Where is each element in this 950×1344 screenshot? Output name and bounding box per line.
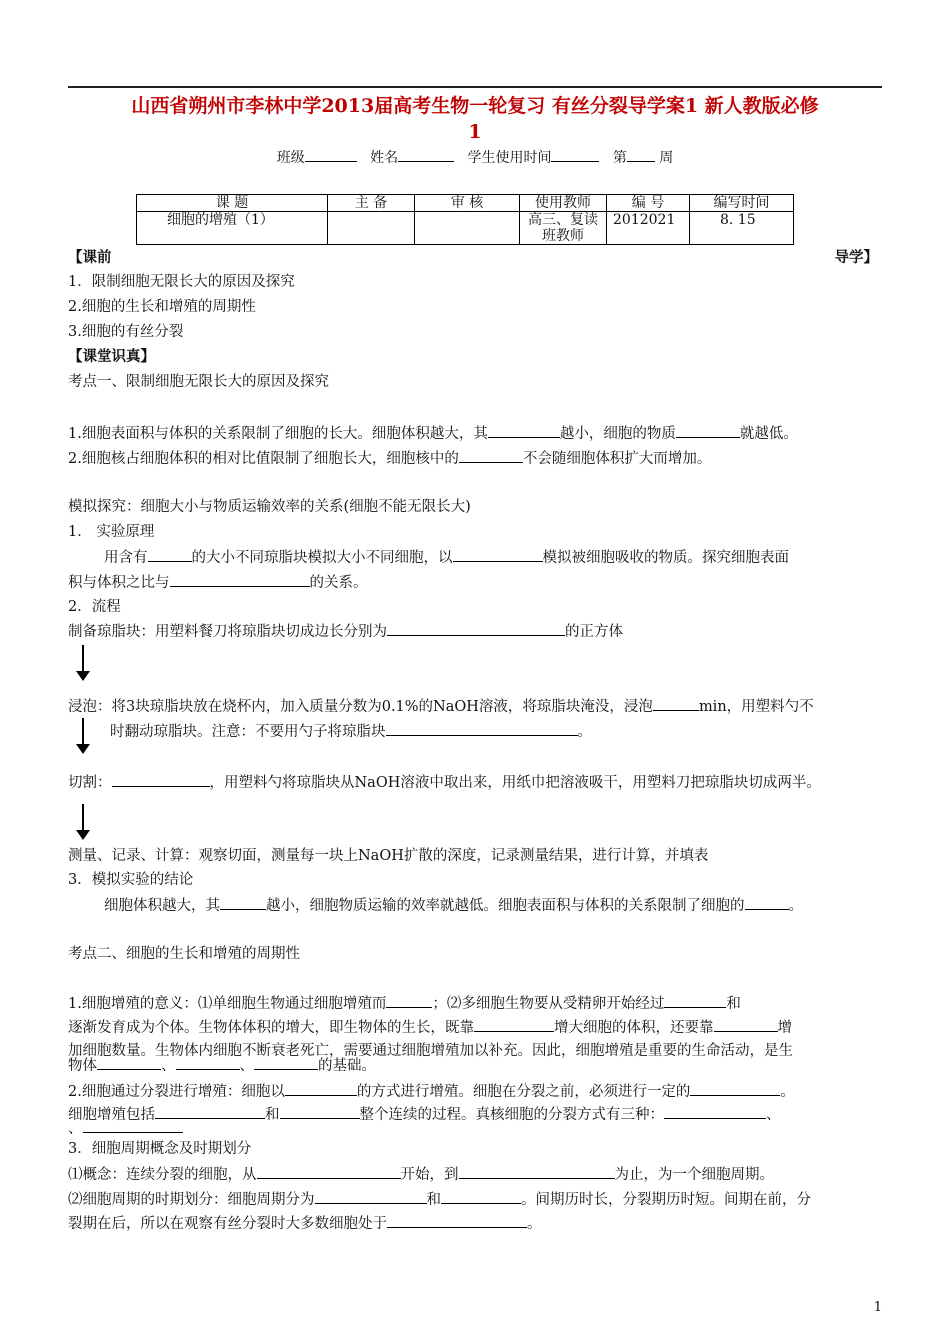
- blank[interactable]: [676, 423, 740, 438]
- exp3-line: 细胞体积越大，其 越小，细胞物质运输的效率就越低。细胞表面积与体积的关系限制了细胞的 。: [104, 895, 803, 916]
- td-reviewer: [415, 212, 520, 245]
- kp2-line-2: 逐渐发育成为个体。生物体体积的增大，即生物体的生长，既靠 增大细胞的体积，还要靠 增: [68, 1017, 792, 1038]
- exp1-line-1: 用含有 的大小不同琼脂块模拟大小不同细胞，以 模拟被细胞吸收的物质。探究细胞表面: [104, 547, 789, 568]
- blank[interactable]: [220, 895, 266, 910]
- step-3: 切割： ，用塑料勺将琼脂块从NaOH溶液中取出来，用纸巾把溶液吸干，用塑料刀把琼脂块切成两半。: [68, 772, 821, 793]
- exp1-heading: 1． 实验原理: [68, 524, 155, 540]
- kp2-heading: 考点二、细胞的生长和增殖的周期性: [68, 946, 300, 962]
- kp1-line-2: 2.细胞核占细胞体积的相对比值限制了细胞长大，细胞核中的 不会随细胞体积扩大而增加。: [68, 448, 711, 469]
- name-blank[interactable]: [398, 147, 454, 162]
- table-header-row: [137, 195, 794, 212]
- blank[interactable]: [387, 1213, 527, 1228]
- kp1-line-1: 1.细胞表面积与体积的关系限制了细胞的长大。细胞体积越大，其 越小，细胞的物质 就越低。: [68, 423, 798, 444]
- kp2-line-4: 物体 、 、 的基础。: [68, 1055, 376, 1076]
- week-suffix: 周: [659, 150, 674, 166]
- page-title: [68, 93, 882, 145]
- td-preparer: [328, 212, 415, 245]
- blank[interactable]: [83, 1118, 183, 1133]
- blank[interactable]: [745, 895, 789, 910]
- classroom-heading: 【课堂识真】: [68, 348, 155, 365]
- sim-heading: 模拟探究：细胞大小与物质运输效率的关系(细胞不能无限长大): [68, 499, 471, 515]
- student-info-line: [68, 147, 882, 167]
- th-preparer: 主 备: [328, 195, 415, 212]
- arrow-down-icon: [76, 645, 90, 681]
- blank[interactable]: [155, 1104, 265, 1119]
- blank[interactable]: [386, 993, 432, 1008]
- pre-item-1: 1．限制细胞无限长大的原因及探究: [68, 274, 295, 290]
- time-blank[interactable]: [551, 147, 599, 162]
- pre-item-3: 3.细胞的有丝分裂: [68, 324, 184, 340]
- blank[interactable]: [459, 448, 523, 463]
- prelesson-heading-right: 导学】: [834, 249, 878, 266]
- kp2-line-1: 1.细胞增殖的意义：⑴单细胞生物通过细胞增殖而 ；⑵多细胞生物要从受精卵开始经过 和: [68, 993, 741, 1014]
- blank[interactable]: [112, 772, 210, 787]
- blank[interactable]: [315, 1189, 427, 1204]
- blank[interactable]: [387, 621, 565, 636]
- blank[interactable]: [714, 1017, 778, 1032]
- blank[interactable]: [285, 1081, 357, 1096]
- time-label: 学生使用时间: [467, 150, 552, 166]
- blank[interactable]: [257, 1164, 401, 1179]
- blank[interactable]: [441, 1189, 521, 1204]
- step-4: 测量、记录、计算：观察切面，测量每一块上NaOH扩散的深度，记录测量结果，进行计算，并填表: [68, 848, 709, 864]
- blank[interactable]: [453, 547, 543, 562]
- kp2-3-heading: 3．细胞周期概念及时期划分: [68, 1141, 252, 1157]
- kp2-3-line-2: ⑵细胞周期的时期划分：细胞周期分为 和 。间期历时长，分裂期历时短。间期在前，分: [68, 1189, 811, 1210]
- blank[interactable]: [386, 721, 578, 736]
- pre-item-2: 2.细胞的生长和增殖的周期性: [68, 299, 256, 315]
- kp2-line-5: 2.细胞通过分裂进行增殖：细胞以 的方式进行增殖。细胞在分裂之前，必须进行一定的 。: [68, 1081, 795, 1102]
- name-label: 姓名: [370, 150, 399, 166]
- blank[interactable]: [254, 1055, 318, 1070]
- arrow-down-icon: [76, 718, 90, 756]
- blank[interactable]: [690, 1081, 780, 1096]
- blank[interactable]: [176, 1055, 240, 1070]
- step-2a: 浸泡：将3块琼脂块放在烧杯内，加入质量分数为0.1%的NaOH溶液，将琼脂块淹没，浸泡 min，用塑料勺不: [68, 696, 814, 717]
- exp2-heading: 2．流程: [68, 599, 121, 615]
- blank[interactable]: [488, 423, 560, 438]
- step-1: 制备琼脂块：用塑料餐刀将琼脂块切成边长分别为 的正方体: [68, 621, 623, 642]
- kp2-3-line-3: 裂期在后，所以在观察有丝分裂时大多数细胞处于 。: [68, 1213, 542, 1234]
- kp2-line-3: 加细胞数量。生物体内细胞不断衰老死亡，需要通过细胞增殖加以补充。因此，细胞增殖是重要的生命活动，是生: [68, 1043, 793, 1059]
- blank[interactable]: [280, 1104, 360, 1119]
- exp3-heading: 3．模拟实验的结论: [68, 872, 194, 888]
- exp1-line-2: 积与体积之比与 的关系。: [68, 572, 368, 593]
- th-number: 编 号: [607, 195, 690, 212]
- blank[interactable]: [664, 993, 726, 1008]
- prelesson-heading-left: 【课前: [68, 249, 112, 266]
- arrow-down-icon: [76, 804, 90, 840]
- blank[interactable]: [97, 1055, 161, 1070]
- table-row: [137, 212, 794, 245]
- td-topic: 细胞的增殖（1）: [137, 212, 328, 245]
- td-date: 8. 15: [690, 212, 794, 245]
- info-table: [136, 194, 794, 245]
- kp2-line-7: 、: [68, 1118, 183, 1139]
- title-line-1: 山西省朔州市李林中学2013届高考生物一轮复习 有丝分裂导学案1 新人教版必修: [131, 95, 819, 117]
- header-rule: [68, 86, 882, 88]
- kp2-line-6: 细胞增殖包括 和 整个连续的过程。真核细胞的分裂方式有三种： 、: [68, 1104, 781, 1125]
- kp1-heading: 考点一、限制细胞无限长大的原因及探究: [68, 374, 329, 390]
- kp2-3-line-1: ⑴概念：连续分裂的细胞，从 开始，到 为止，为一个细胞周期。: [68, 1164, 774, 1185]
- blank[interactable]: [474, 1017, 554, 1032]
- td-number: 2012021: [607, 212, 690, 245]
- blank[interactable]: [148, 547, 192, 562]
- step-2b: 时翻动琼脂块。注意：不要用勺子将琼脂块 。: [110, 721, 592, 742]
- blank[interactable]: [653, 696, 699, 711]
- title-line-2: 1: [468, 121, 482, 143]
- class-blank[interactable]: [305, 147, 357, 162]
- class-label: 班级: [276, 150, 305, 166]
- blank[interactable]: [170, 572, 310, 587]
- page-number: 1: [873, 1300, 882, 1315]
- th-topic: 课 题: [137, 195, 328, 212]
- th-teacher: 使用教师: [520, 195, 607, 212]
- blank[interactable]: [664, 1104, 766, 1119]
- week-blank[interactable]: [627, 147, 655, 162]
- week-label: 第: [612, 150, 627, 166]
- th-date: 编写时间: [690, 195, 794, 212]
- th-reviewer: 审 核: [415, 195, 520, 212]
- td-teacher: 高三、复读 班教师: [520, 212, 607, 245]
- blank[interactable]: [459, 1164, 615, 1179]
